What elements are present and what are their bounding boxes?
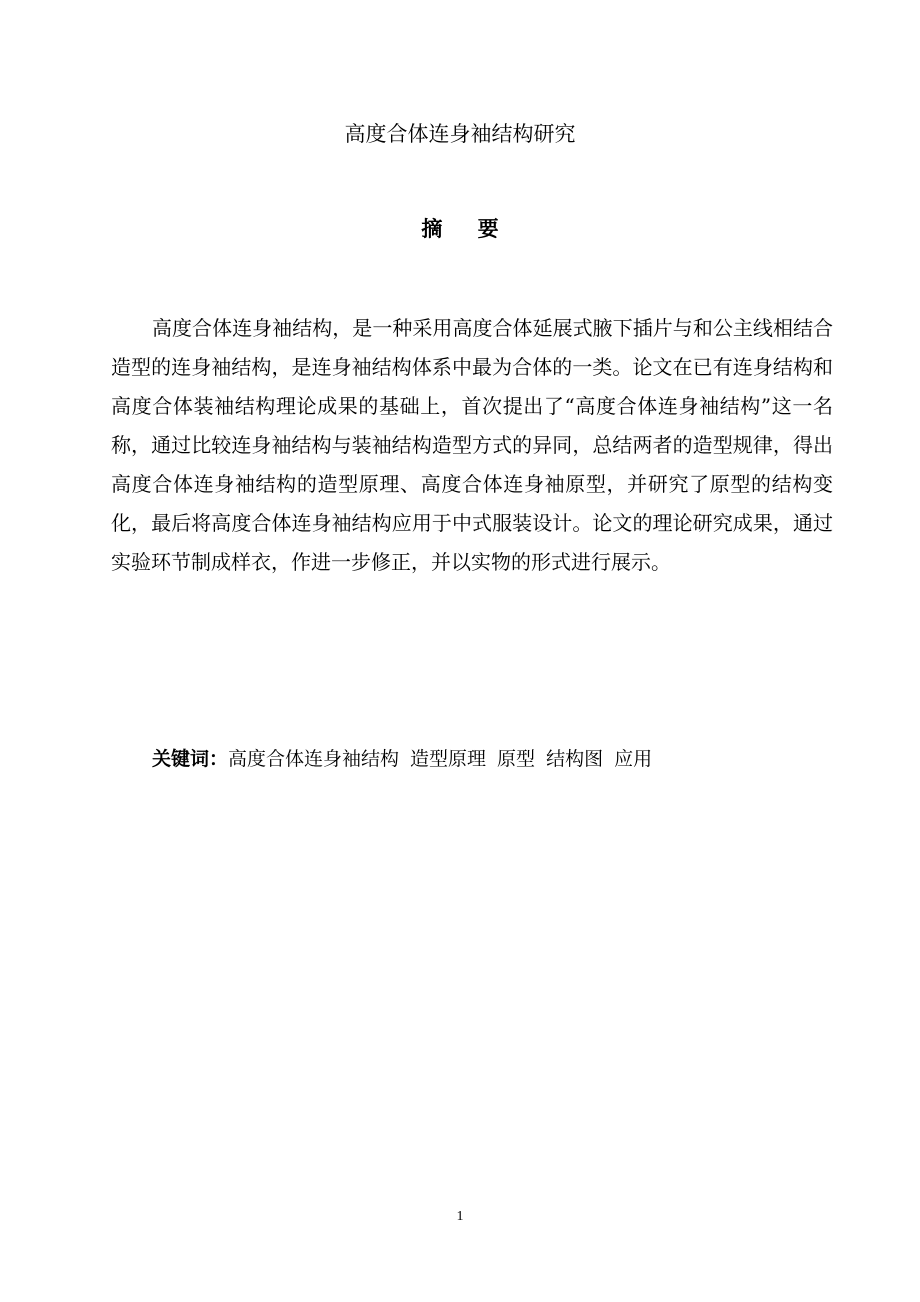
abstract-heading: 摘 要 — [421, 217, 513, 241]
page-number: 1 — [456, 1209, 464, 1224]
abstract-body: 高度合体连身袖结构，是一种采用高度合体延展式腋下插片与和公主线相结合造型的连身袖结构，是连身袖结构体系中最为合体的一类。论文在已有连身结构和高度合体装袖结构理论成果的基础上，首次提出了“高度合体连身袖结构”这一名称，通过比较连身袖结构与装袖结构造型方式的异同，总结两者的造型规律，得出高度合体连身袖结构的造型原理、高度合体连身袖原型，并研究了原型的结构变化，最后将高度合体连身袖结构应用于中式服装设计。论文的理论研究成果，通过实验环节制成样衣，作进一步修正，并以实物的形式进行展示。 — [111, 316, 833, 574]
keyword-item: 原型 — [497, 748, 536, 770]
keyword-item: 应用 — [614, 748, 653, 770]
keywords-line — [152, 743, 842, 775]
keyword-item: 高度合体连身袖结构 — [228, 748, 400, 770]
keywords-label: 关键词： — [152, 748, 229, 770]
keyword-item: 造型原理 — [410, 748, 487, 770]
document-title: 高度合体连身袖结构研究 — [344, 122, 576, 146]
keyword-item: 结构图 — [546, 748, 604, 770]
